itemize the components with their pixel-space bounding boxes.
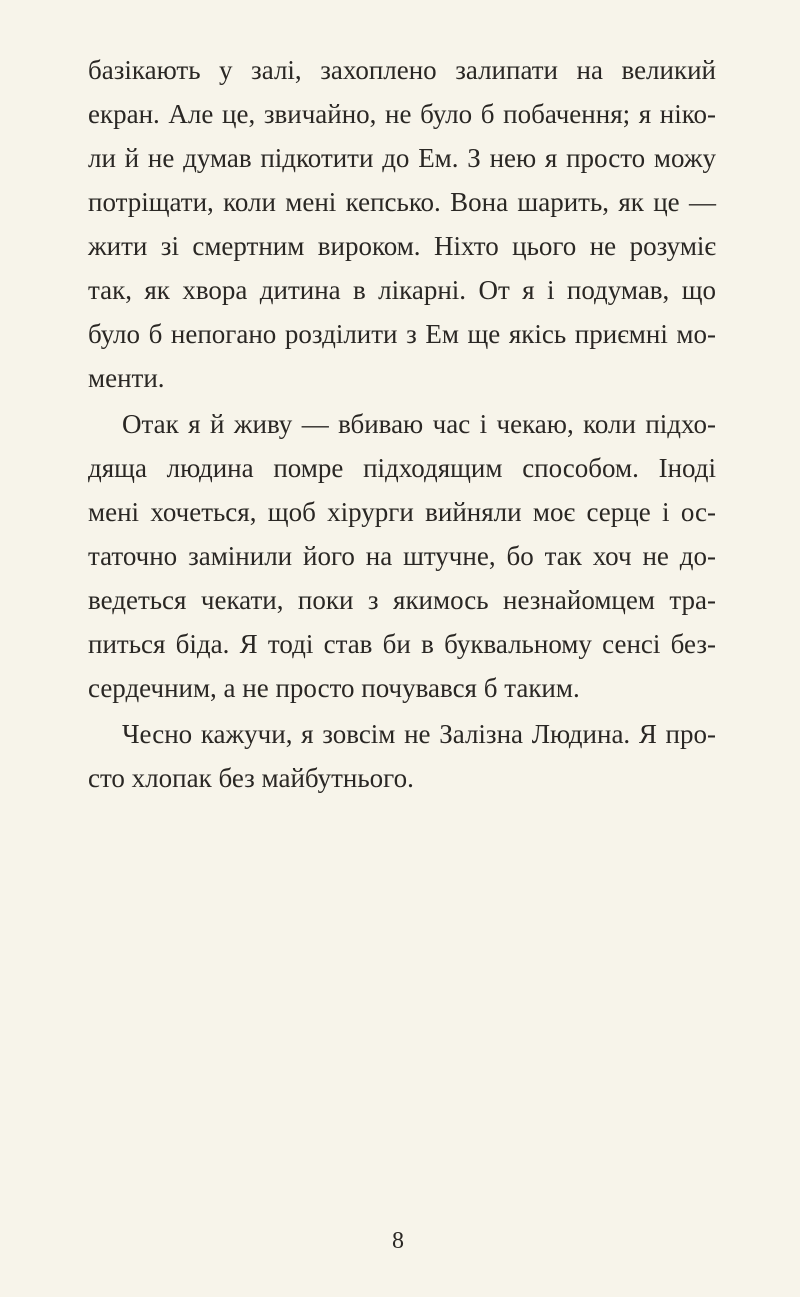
text-line: ведеться чекати, поки з якимось незнайомцем тра- [88,585,716,615]
text-line: ли й не думав підкотити до Ем. З нею я просто можу [88,143,716,173]
text-line: потріщати, коли мені кепсько. Вона шарить, як це — [88,187,716,217]
text-line: базікають у залі, захоплено залипати на великий [88,55,716,85]
text-line: екран. Але це, звичайно, не було б побачення; я ніко- [88,99,716,129]
text-line: таточно замінили його на штучне, бо так хоч не до- [88,541,716,571]
text-line: жити зі смертним вироком. Ніхто цього не розуміє [88,231,716,261]
body-text [88,48,716,802]
paragraph [88,402,716,710]
text-line: Чесно кажучи, я зовсім не Залізна Людина. Я про- [122,719,716,749]
text-line: дяща людина помре підходящим способом. Іноді [88,453,716,483]
text-line: сердечним, а не просто почувався б таким. [88,673,580,703]
text-line: менти. [88,363,165,393]
paragraph [88,48,716,400]
text-line: питься біда. Я тоді став би в буквальному сенсі без- [88,629,716,659]
page-number: 8 [392,1228,404,1254]
text-line: було б непогано розділити з Ем ще якісь приємні мо- [88,319,716,349]
paragraph [88,712,716,800]
text-line: Отак я й живу — вбиваю час і чекаю, коли підхо- [122,409,716,439]
text-line: так, як хвора дитина в лікарні. От я і подумав, що [88,275,716,305]
text-line: сто хлопак без майбутнього. [88,763,414,793]
text-line: мені хочеться, щоб хірурги вийняли моє серце і ос- [88,497,716,527]
